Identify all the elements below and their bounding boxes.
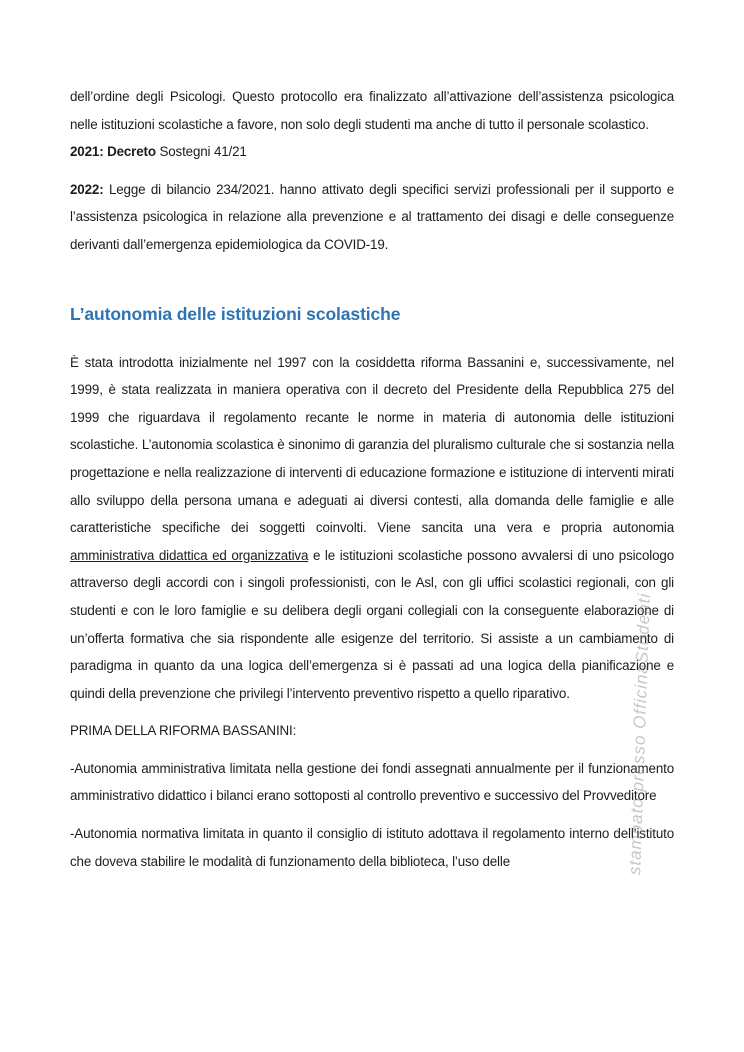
paragraph-autonomia-body <box>70 349 674 708</box>
bold-run-2021: 2021: Decreto <box>70 144 156 160</box>
text-run-autonomia-before: È stata introdotta inizialmente nel 1997 con la cosiddetta riforma Bassanini e, successivamente, nel 1999, è stata realizzata in maniera operativa con il decreto del Presidente della Repubblica 275 del 1999 che riguardava il regolamento recante le norme in materia di autonomia delle istituzioni scolastiche. L’autonomia scolastica è sinonimo di garanzia del pluralismo culturale che si sostanzia nella progettazione e nella realizzazione di interventi di educazione formazione e istituzione di interventi mirati allo sviluppo della persona umana e adeguati ai diversi contesti, alla domanda delle famiglie e alle caratteristiche specifiche dei soggetti coinvolti. Viene sancita una vera e propria autonomia <box>70 354 674 536</box>
diagonal-watermark: stampato presso OfficinaStudenti <box>625 592 654 876</box>
bold-run-2022: 2022: <box>70 181 104 197</box>
paragraph-autonomia-normativa-item: -Autonomia normativa limitata in quanto il consiglio di istituto adottava il regolamento interno dell’istituto che doveva stabilire le modalità di funzionamento della biblioteca, l’uso delle <box>70 826 674 869</box>
underlined-run-amministrativa: amministrativa didattica ed organizzativa <box>70 547 309 563</box>
text-run-legge-bilancio: Legge di bilancio 234/2021. hanno attivato degli specifici servizi professionali per il supporto e l’assistenza psicologica in relazione alla prevenzione e al trattamento dei disagi e delle conseguenze derivanti dall’emergenza epidemiologica da COVID-19. <box>70 181 674 252</box>
paragraph-2022-legge-bilancio <box>70 176 674 259</box>
section-heading-autonomia: L’autonomia delle istituzioni scolastiche <box>70 303 401 324</box>
paragraph-autonomia-amministrativa-item: -Autonomia amministrativa limitata nella gestione dei fondi assegnati annualmente per il funzionamento amministrativo didattico i bilanci erano sottoposti al controllo preventivo e successivo del Provveditore <box>70 760 674 804</box>
paragraph-2021-decreto <box>70 138 674 166</box>
document-content <box>70 83 674 885</box>
paragraph-prima-riforma-label: PRIMA DELLA RIFORMA BASSANINI: <box>70 723 297 739</box>
text-run-autonomia-after: e le istituzioni scolastiche possono avvalersi di uno psicologo attraverso degli accordi con i singoli professionisti, con le Asl, con gli uffici scolastici regionali, con gli studenti e con le loro famiglie e su delibera degli organi collegiali con la conseguente elaborazione di un’offerta formativa che sia rispondente alle esigenze del territorio. Si assiste a un cambiamento di paradigma in quanto da una logica dell’emergenza si è passati ad una logica della pianificazione e quindi della prevenzione che privilegi l’intervento preventivo rispetto a quello riparativo. <box>70 547 674 701</box>
text-run-sostegni: Sostegni 41/21 <box>155 144 247 160</box>
paragraph-psicologi-protocollo: dell’ordine degli Psicologi. Questo protocollo era finalizzato all’attivazione dell’assistenza psicologica nelle istituzioni scolastiche a favore, non solo degli studenti ma anche di tutto il personale scolastico. <box>70 89 674 132</box>
